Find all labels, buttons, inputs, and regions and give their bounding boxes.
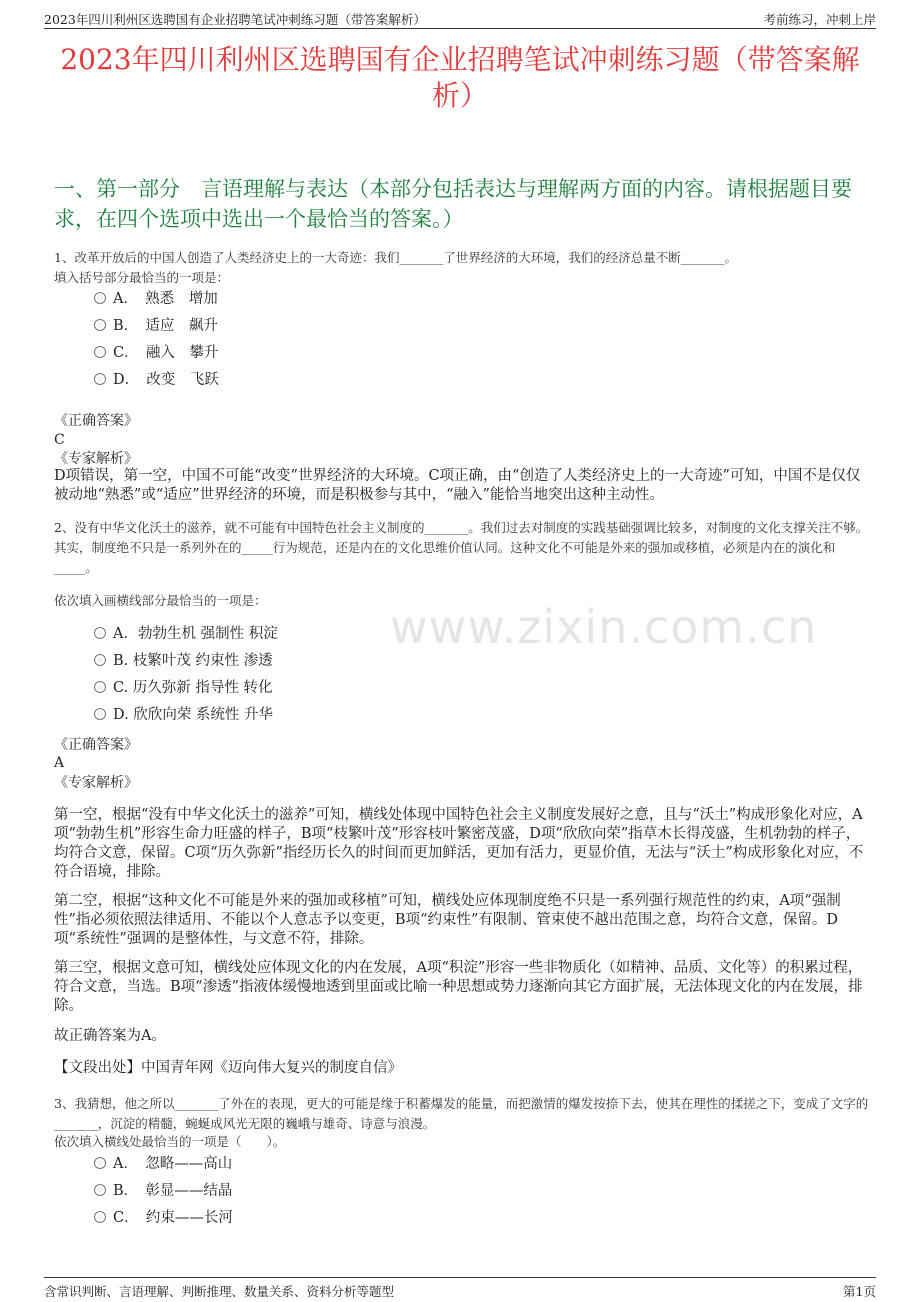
question-1-option-d[interactable]: D． 改变 飞跃 — [94, 371, 219, 389]
question-1-option-a[interactable]: A． 熟悉 增加 — [94, 290, 218, 308]
question-3-prompt: 依次填入横线处最恰当的一项是（ ）。 — [54, 1134, 286, 1149]
question-2-answer-label: 《正确答案》 — [54, 737, 138, 753]
header-slogan: 考前练习，冲刺上岸 — [763, 12, 876, 27]
question-2-prompt: 依次填入画横线部分最恰当的一项是： — [54, 593, 267, 608]
footer-description: 含常识判断、言语理解、判断推理、数量关系、资料分析等题型 — [44, 1284, 395, 1299]
page-header — [44, 0, 876, 29]
question-2-option-b[interactable]: B. 枝繁叶茂 约束性 渗透 — [94, 652, 273, 670]
question-1-answer: C — [54, 432, 65, 448]
radio-button-icon[interactable] — [94, 654, 106, 666]
question-3-option-b[interactable]: B． 彰显——结晶 — [94, 1182, 232, 1200]
question-1-analysis-label: 《专家解析》 — [54, 451, 138, 467]
question-2-analysis-label: 《专家解析》 — [54, 775, 138, 791]
question-1-stem: 1、改革开放后的中国人创造了人类经济史上的一大奇迹：我们_______了世界经济的大环境，我们的经济总量不断_______。 — [54, 250, 737, 265]
question-3-stem: 3、我猜想，他之所以_______了外在的表现，更大的可能是缘于积蓄爆发的能量，而把激情的爆发按捺下去，使其在理性的揉搓之下，变成了文字的_______，沉淀的精髓，蜿蜒成风光无限的巍峨与雄奇、诗意与浪漫。 — [54, 1096, 869, 1131]
radio-button-icon[interactable] — [94, 681, 106, 693]
radio-button-icon[interactable] — [94, 1211, 106, 1223]
question-1-answer-label: 《正确答案》 — [54, 413, 138, 429]
page-number: 第1页 — [843, 1284, 876, 1299]
question-2-answer: A — [54, 755, 65, 771]
question-2-stem: 2、没有中华文化沃土的滋养，就不可能有中国特色社会主义制度的_______。我们过去对制度的实践基础强调比较多，对制度的文化支撑关注不够。其实，制度绝不只是一系列外在的_____行为规范，还是内在的文化思维价值认同。这种文化不可能是外来的强加或移植，必须是内在的演化和_____。 — [54, 520, 869, 575]
question-2-option-c[interactable]: C. 历久弥新 指导性 转化 — [94, 679, 273, 697]
document-title: 2023年四川利州区选聘国有企业招聘笔试冲刺练习题（带答案解析） — [60, 43, 860, 112]
radio-button-icon[interactable] — [94, 373, 106, 385]
section-heading: 一、第一部分 言语理解与表达（本部分包括表达与理解两方面的内容。请根据题目要求，在四个选项中选出一个最恰当的答案。） — [54, 177, 852, 231]
header-document-title: 2023年四川利州区选聘国有企业招聘笔试冲刺练习题（带答案解析） — [44, 12, 426, 27]
question-1-prompt: 填入括号部分最恰当的一项是： — [54, 270, 230, 285]
radio-button-icon[interactable] — [94, 627, 106, 639]
question-2-conclusion: 故正确答案为A。 — [54, 1028, 166, 1044]
question-2-option-d[interactable]: D. 欣欣向荣 系统性 升华 — [94, 706, 273, 724]
radio-button-icon[interactable] — [94, 346, 106, 358]
radio-button-icon[interactable] — [94, 1184, 106, 1196]
question-3-option-a[interactable]: A． 忽略——高山 — [94, 1155, 232, 1173]
question-1-option-b[interactable]: B． 适应 飙升 — [94, 317, 218, 335]
question-2-source: 【文段出处】中国青年网《迈向伟大复兴的制度自信》 — [54, 1060, 402, 1076]
question-1-option-c[interactable]: C． 融入 攀升 — [94, 344, 218, 362]
radio-button-icon[interactable] — [94, 708, 106, 720]
question-2-analysis-paragraph: 第二空，根据“这种文化不可能是外来的强加或移植”可知，横线处应体现制度绝不只是一系列强行规范性的约束，A项“强制性”指必须依照法律适用、不能以个人意志予以变更，B项“约束性”有限制、管束使不越出范围之意，均符合文意，保留。D项“系统性”强调的是整体性，与文意不符，排除。 — [54, 893, 841, 947]
question-1-analysis: D项错误，第一空，中国不可能“改变”世界经济的大环境。C项正确，由“创造了人类经济史上的一大奇迹”可知，中国不是仅仅被动地“熟悉”或“适应”世界经济的环境，而是积极参与其中，“融入”能恰当地突出这种主动性。 — [54, 468, 861, 503]
radio-button-icon[interactable] — [94, 1157, 106, 1169]
question-3-option-c[interactable]: C． 约束——长河 — [94, 1209, 233, 1227]
question-2-analysis-paragraph: 第一空，根据“没有中华文化沃土的滋养”可知，横线处体现中国特色社会主义制度发展好之意，且与“沃土”构成形象化对应，A项“勃勃生机”形容生命力旺盛的样子，B项“枝繁叶茂”形容枝叶繁密茂盛，D项“欣欣向荣”指草木长得茂盛，生机勃勃的样子，均符合文意，保留。C项“历久弥新”指经历长久的时间而更加鲜活，更加有活力，更显价值，无法与“沃土”构成形象化对应，不符合语境，排除。 — [54, 807, 864, 880]
question-2-analysis-paragraph: 第三空，根据文意可知，横线处应体现文化的内在发展，A项“积淀”形容一些非物质化（如精神、品质、文化等）的积累过程，符合文意，当选。B项“渗透”指液体缓慢地透到里面或比喻一种思想或势力逐渐向其它方面扩展，无法体现文化的内在发展，排除。 — [54, 960, 863, 1014]
radio-button-icon[interactable] — [94, 292, 106, 304]
question-2-option-a[interactable]: A．勃勃生机 强制性 积淀 — [94, 625, 278, 643]
radio-button-icon[interactable] — [94, 319, 106, 331]
page-footer — [44, 1277, 876, 1302]
watermark: www.zixin.com.cn — [390, 600, 818, 654]
